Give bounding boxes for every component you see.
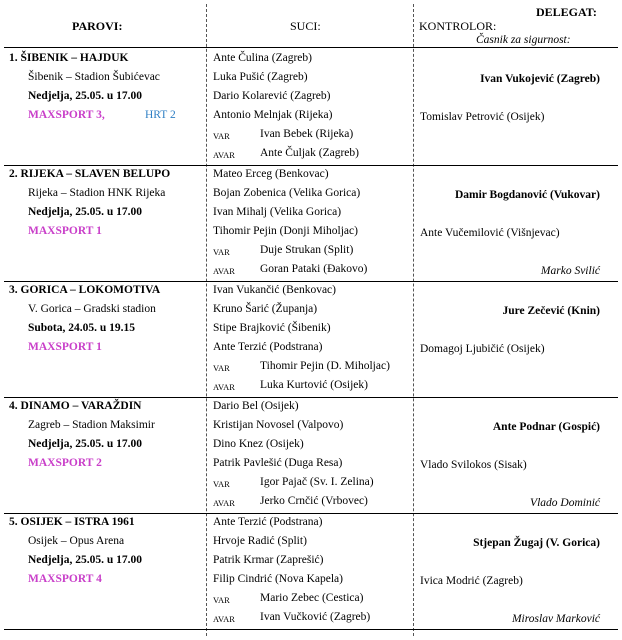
row-separator	[4, 397, 618, 398]
referee-name: Tihomir Pejin (Donji Miholjac)	[213, 225, 358, 237]
tv-channel: MAXSPORT 4	[28, 573, 102, 585]
tv-channel: MAXSPORT 3,	[28, 109, 105, 121]
referee-name: Patrik Pavlešić (Duga Resa)	[213, 457, 343, 469]
header-suci: SUCI:	[290, 19, 321, 33]
match-title: 2. RIJEKA – SLAVEN BELUPO	[9, 168, 171, 180]
referee-name: Ivan Vukančić (Benkovac)	[213, 284, 336, 296]
var-referee: Tihomir Pejin (D. Miholjac)	[260, 360, 390, 372]
avar-label: AVAR	[213, 498, 235, 508]
casnik-name: Miroslav Marković	[511, 613, 600, 625]
avar-referee: Luka Kurtović (Osijek)	[260, 379, 368, 391]
header-kontrolor: KONTROLOR:	[419, 19, 497, 33]
header-delegat: DELEGAT:	[536, 5, 597, 19]
match-venue: Šibenik – Stadion Šubićevac	[28, 71, 160, 83]
match-title: 4. DINAMO – VARAŽDIN	[9, 400, 142, 412]
match-date: Nedjelja, 25.05. u 17.00	[28, 554, 143, 566]
tv-channel-secondary: HRT 2	[145, 109, 176, 121]
referee-name: Kruno Šarić (Županja)	[213, 303, 318, 315]
match-title: 3. GORICA – LOKOMOTIVA	[9, 284, 161, 296]
var-referee: Ivan Bebek (Rijeka)	[260, 128, 354, 140]
referee-name: Dino Knez (Osijek)	[213, 438, 304, 450]
var-referee: Mario Zebec (Cestica)	[260, 592, 364, 604]
delegat-name: Damir Bogdanović (Vukovar)	[454, 189, 600, 201]
match-date: Subota, 24.05. u 19.15	[28, 322, 136, 334]
row-separator	[4, 513, 618, 514]
referee-name: Mateo Erceg (Benkovac)	[213, 168, 329, 180]
var-referee: Igor Pajač (Sv. I. Zelina)	[260, 476, 374, 488]
row-separator	[4, 165, 618, 166]
var-label: VAR	[213, 595, 230, 605]
referee-name: Bojan Zobenica (Velika Gorica)	[213, 187, 361, 199]
referee-name: Stipe Brajković (Šibenik)	[213, 322, 331, 334]
avar-referee: Jerko Crnčić (Vrbovec)	[260, 495, 368, 507]
row-separator	[4, 281, 618, 282]
match-title: 5. OSIJEK – ISTRA 1961	[9, 516, 135, 528]
referee-name: Hrvoje Radić (Split)	[213, 535, 307, 547]
kontrolor-name: Domagoj Ljubičić (Osijek)	[420, 343, 545, 355]
avar-referee: Goran Pataki (Đakovo)	[260, 263, 368, 275]
var-label: VAR	[213, 363, 230, 373]
header-rule	[4, 47, 618, 48]
referee-name: Ante Terzić (Podstrana)	[213, 516, 323, 528]
column-divider	[413, 4, 414, 636]
referee-name: Ante Čulina (Zagreb)	[213, 52, 312, 64]
var-label: VAR	[213, 479, 230, 489]
delegat-name: Jure Zečević (Knin)	[502, 305, 600, 317]
kontrolor-name: Ante Vučemilović (Višnjevac)	[420, 227, 560, 239]
casnik-name: Marko Svilić	[540, 265, 600, 277]
delegat-name: Ivan Vukojević (Zagreb)	[480, 73, 600, 85]
referee-name: Filip Cindrić (Nova Kapela)	[213, 573, 343, 585]
referee-name: Ivan Mihalj (Velika Gorica)	[213, 206, 342, 218]
match-title: 1. ŠIBENIK – HAJDUK	[9, 52, 129, 64]
tv-channel: MAXSPORT 1	[28, 225, 102, 237]
var-referee: Duje Strukan (Split)	[260, 244, 354, 256]
delegat-name: Stjepan Žugaj (V. Gorica)	[473, 537, 600, 549]
match-venue: Osijek – Opus Arena	[28, 535, 125, 547]
avar-referee: Ivan Vučković (Zagreb)	[260, 611, 371, 623]
tv-channel: MAXSPORT 2	[28, 457, 102, 469]
avar-label: AVAR	[213, 150, 235, 160]
referee-name: Luka Pušić (Zagreb)	[213, 71, 308, 83]
match-venue: V. Gorica – Gradski stadion	[28, 303, 156, 315]
avar-referee: Ante Čuljak (Zagreb)	[260, 147, 359, 159]
column-divider	[206, 4, 207, 636]
tv-channel: MAXSPORT 1	[28, 341, 102, 353]
kontrolor-name: Vlado Svilokos (Sisak)	[420, 459, 527, 471]
match-date: Nedjelja, 25.05. u 17.00	[28, 90, 143, 102]
referee-name: Ante Terzić (Podstrana)	[213, 341, 323, 353]
referee-name: Dario Bel (Osijek)	[213, 400, 299, 412]
referee-name: Antonio Melnjak (Rijeka)	[213, 109, 333, 121]
var-label: VAR	[213, 131, 230, 141]
casnik-name: Vlado Dominić	[530, 497, 600, 509]
avar-label: AVAR	[213, 382, 235, 392]
match-venue: Rijeka – Stadion HNK Rijeka	[28, 187, 166, 199]
avar-label: AVAR	[213, 266, 235, 276]
row-separator	[4, 629, 618, 630]
header-parovi: PAROVI:	[72, 19, 123, 33]
kontrolor-name: Ivica Modrić (Zagreb)	[420, 575, 523, 587]
match-venue: Zagreb – Stadion Maksimir	[28, 419, 155, 431]
referee-name: Dario Kolarević (Zagreb)	[213, 90, 331, 102]
kontrolor-name: Tomislav Petrović (Osijek)	[420, 111, 545, 123]
match-date: Nedjelja, 25.05. u 17.00	[28, 438, 143, 450]
var-label: VAR	[213, 247, 230, 257]
header-casnik: Časnik za sigurnost:	[476, 34, 571, 46]
referee-name: Patrik Krmar (Zaprešić)	[213, 554, 324, 566]
match-date: Nedjelja, 25.05. u 17.00	[28, 206, 143, 218]
referee-name: Kristijan Novosel (Valpovo)	[213, 419, 344, 431]
delegat-name: Ante Podnar (Gospić)	[492, 421, 600, 433]
avar-label: AVAR	[213, 614, 235, 624]
